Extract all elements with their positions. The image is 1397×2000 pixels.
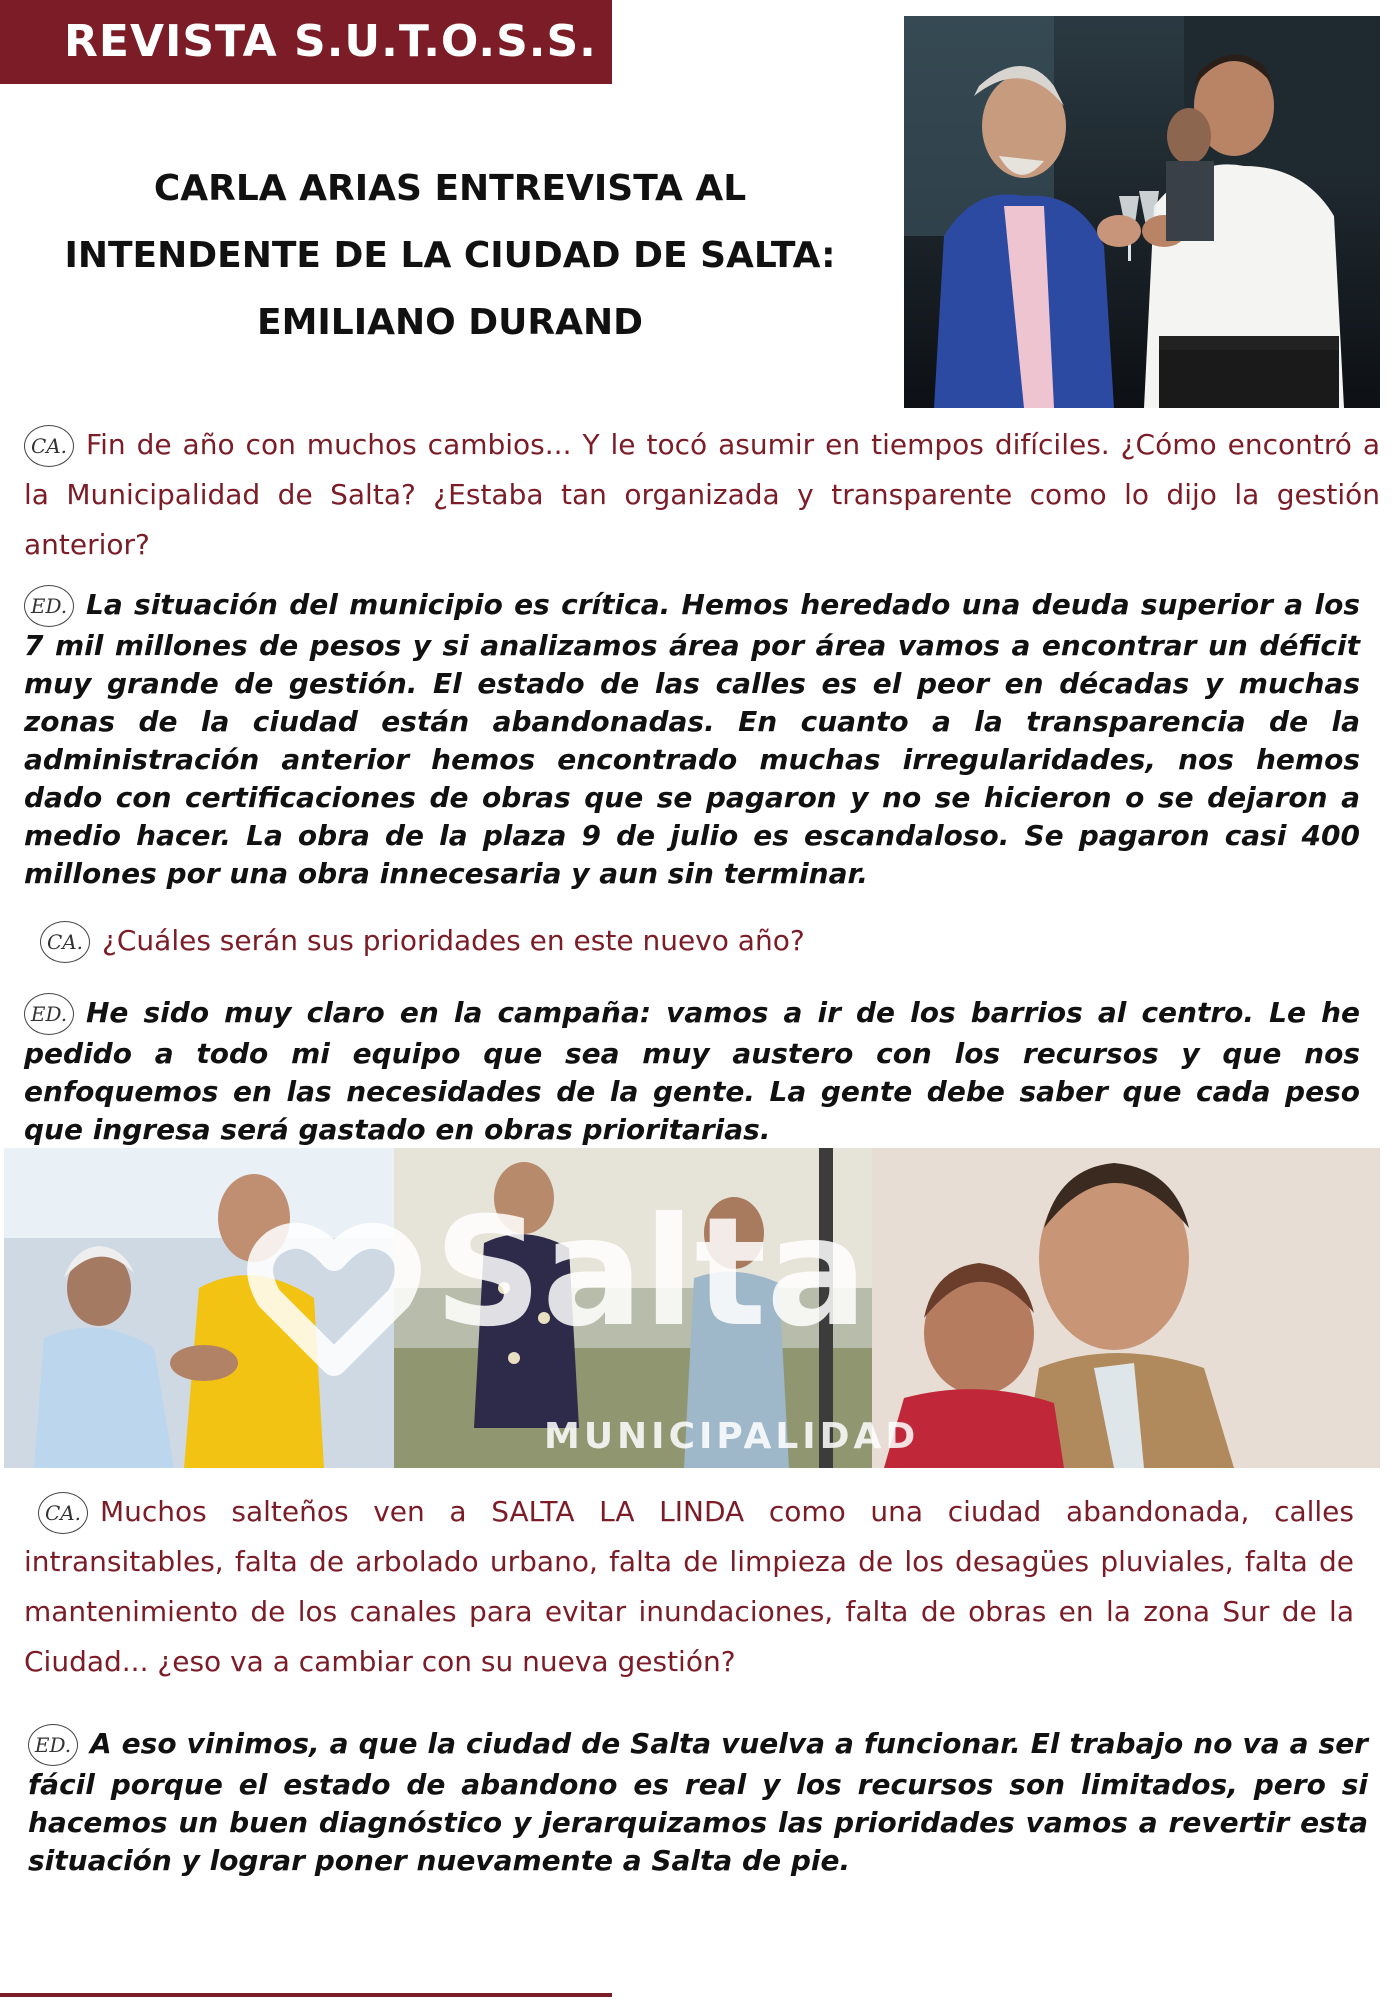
question-3	[24, 1487, 1354, 1687]
article-headline	[40, 155, 860, 356]
interviewee-badge-icon: ED.	[24, 585, 74, 627]
footer-rule	[0, 1993, 612, 1997]
salta-logo-word: Salta	[434, 1186, 868, 1360]
answer-2-text: He sido muy claro en la campaña: vamos a ir de los barrios al centro. Le he pedido a todo mi equipo que sea muy austero con los recursos y que nos enfoquemos en las necesidades de la gente. La gente debe saber que cada peso que ingresa será gastado en obras prioritarias.	[24, 996, 1360, 1146]
answer-1-text: La situación del municipio es crítica. Hemos heredado una deuda superior a los 7 mil millones de pesos y si analizamos área por área vamos a encontrar un déficit muy grande de gestión. El estado de las calles es el peor en décadas y muchas zonas de la ciudad están abandonadas. En cuanto a la transparencia de la administración anterior hemos encontrado muchas irregularidades, nos hemos dado con certificaciones de obras que se pagaron y no se hicieron o se dejaron a medio hacer. La obra de la plaza 9 de julio es escandaloso. Se pagaron casi 400 millones por una obra innecesaria y aun sin terminar.	[24, 588, 1360, 890]
interviewer-badge-icon: CA.	[38, 1492, 88, 1534]
headline-line: CARLA ARIAS ENTREVISTA AL	[153, 168, 747, 209]
interviewee-badge-icon: ED.	[28, 1724, 78, 1766]
toast-photo	[904, 16, 1380, 408]
interviewee-badge-icon: ED.	[24, 993, 74, 1035]
toast-photo-illustration	[904, 16, 1380, 408]
question-2	[40, 916, 1360, 966]
question-1	[24, 420, 1380, 570]
question-2-text: ¿Cuáles serán sus prioridades en este nuevo año?	[102, 924, 805, 957]
answer-3-text: A eso vinimos, a que la ciudad de Salta vuelva a funcionar. El trabajo no va a ser fácil porque el estado de abandono es real y los recursos son limitados, pero si hacemos un buen diagnóstico y jerarquizamos las prioridades vamos a revertir esta situación y lograr poner nuevamente a Salta de pie.	[28, 1727, 1368, 1877]
headline-line: EMILIANO DURAND	[257, 302, 643, 343]
question-3-text: Muchos salteños ven a SALTA LA LINDA como una ciudad abandonada, calles intransitables, falta de arbolado urbano, falta de limpieza de los desagües pluviales, falta de mantenimiento de los canales para evitar inundaciones, falta de obras en la zona Sur de la Ciudad... ¿eso va a cambiar con su nueva gestión?	[24, 1495, 1354, 1678]
answer-3	[28, 1724, 1368, 1880]
interviewer-badge-icon: CA.	[40, 921, 90, 963]
question-1-text: Fin de año con muchos cambios... Y le tocó asumir en tiempos difíciles. ¿Cómo encontró a la Municipalidad de Salta? ¿Estaba tan organizada y transparente como lo dijo la gestión anterior?	[24, 428, 1380, 561]
answer-2	[24, 993, 1360, 1149]
photo-collage	[4, 1148, 1380, 1468]
interviewer-badge-icon: CA.	[24, 425, 74, 467]
answer-1	[24, 585, 1360, 893]
magazine-title-banner: REVISTA S.U.T.O.S.S.	[0, 0, 612, 84]
headline-line: INTENDENTE DE LA CIUDAD DE SALTA:	[64, 235, 836, 276]
salta-logo-subtitle: MUNICIPALIDAD	[544, 1416, 920, 1457]
